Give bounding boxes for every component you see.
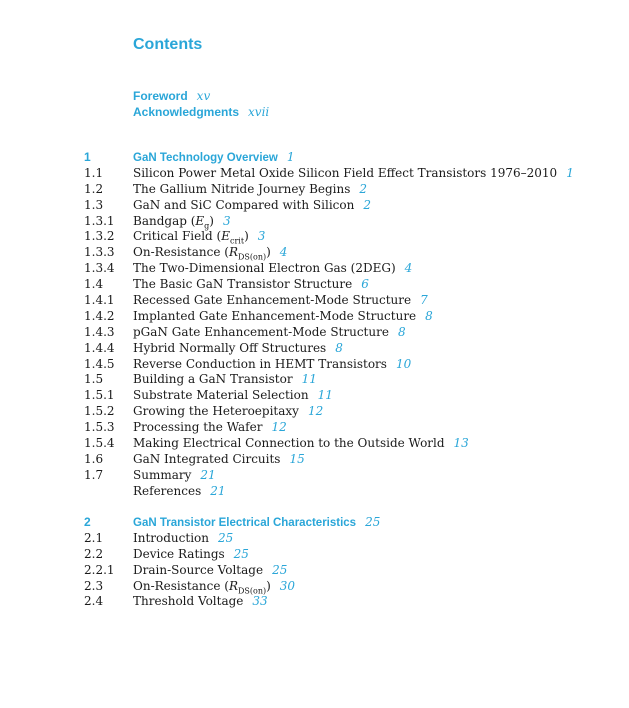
section-title [133, 198, 371, 214]
page-number: 10 [395, 356, 412, 371]
page-number: 8 [335, 340, 343, 355]
section-title-text: Silicon Power Metal Oxide Silicon Field Effect Transistors 1976–2010 [133, 165, 558, 180]
math-variable: E [195, 213, 205, 228]
page-number: 11 [301, 372, 317, 387]
page-number: 4 [279, 245, 288, 260]
page-number: 8 [397, 324, 406, 339]
section-title-text: References [133, 483, 202, 498]
page-number: 8 [425, 308, 433, 323]
section-title [133, 182, 367, 198]
section-number: 1.7 [84, 467, 104, 482]
section-number: 1.3.1 [84, 213, 115, 228]
section-title-suffix: ) [266, 578, 271, 593]
page-number: xv [196, 89, 211, 103]
section-number: 1.3.2 [84, 229, 115, 244]
page-number: 2 [363, 197, 371, 212]
section-number: 1.4 [84, 277, 104, 292]
section-title [133, 452, 305, 468]
section-title-text: Hybrid Normally Off Structures [133, 340, 327, 355]
page-number: 21 [210, 483, 226, 498]
section-title-text: Building a GaN Transistor [133, 372, 293, 387]
section-title [133, 404, 323, 420]
section-number: 1.5 [84, 372, 104, 387]
section-number: 1.3.3 [84, 245, 115, 260]
page-number: 12 [307, 404, 324, 419]
chapter-number: 2 [84, 515, 91, 529]
page-number: 3 [257, 229, 266, 244]
section-number: 1.1 [84, 165, 104, 180]
section-title [133, 166, 574, 182]
page-number: 7 [420, 293, 428, 308]
page-title: Contents [133, 36, 203, 53]
section-title [133, 420, 287, 436]
section-title-text: Recessed Gate Enhancement-Mode Structure [133, 293, 412, 308]
math-subscript: crit [230, 236, 245, 246]
page-number: 13 [453, 436, 469, 451]
section-title-text: On-Resistance ( [133, 578, 229, 593]
section-title [133, 229, 265, 245]
chapter-number: 1 [84, 150, 91, 164]
section-title [133, 484, 226, 500]
section-title [133, 214, 231, 230]
section-title-suffix: ) [244, 229, 249, 244]
section-title-text: Making Electrical Connection to the Outside World [133, 436, 445, 451]
section-number: 2.2.1 [84, 562, 115, 577]
section-title [133, 357, 411, 373]
page-number: 30 [279, 578, 296, 593]
math-subscript: DS(on) [237, 252, 267, 262]
section-title-text: pGaN Gate Enhancement-Mode Structure [133, 324, 389, 339]
section-number: 1.4.2 [84, 308, 115, 323]
section-number: 2.4 [84, 594, 104, 609]
front-matter-label: Foreword [133, 89, 188, 103]
section-title [133, 277, 369, 293]
page-number: 2 [359, 181, 368, 196]
section-title-text: Substrate Material Selection [133, 388, 309, 403]
front-matter-item[interactable] [133, 103, 269, 119]
section-title-text: Critical Field ( [133, 229, 222, 244]
section-number: 1.4.5 [84, 356, 115, 371]
chapter-title-text: GaN Transistor Electrical Characteristics [133, 517, 357, 529]
page-number: 12 [271, 420, 287, 435]
section-title [133, 531, 233, 547]
section-number: 1.5.3 [84, 420, 115, 435]
math-variable: R [228, 578, 238, 593]
section-number: 1.5.4 [84, 436, 115, 451]
page-number: 15 [289, 451, 305, 466]
chapter-title [133, 150, 295, 167]
section-title [133, 579, 295, 595]
section-title-text: GaN and SiC Compared with Silicon [133, 197, 355, 212]
section-title [133, 372, 317, 388]
page-number: 6 [361, 277, 369, 292]
section-number: 1.5.2 [84, 404, 115, 419]
section-title-text: The Gallium Nitride Journey Begins [133, 181, 351, 196]
front-matter-list [133, 87, 269, 119]
section-title-text: The Basic GaN Transistor Structure [133, 277, 353, 292]
page-number: 11 [317, 388, 333, 403]
section-title [133, 261, 412, 277]
section-title [133, 436, 469, 452]
section-title [133, 547, 249, 563]
chapter-title [133, 515, 380, 532]
page-number: 25 [218, 530, 234, 545]
section-title [133, 293, 428, 309]
section-title [133, 563, 287, 579]
page-number: 4 [404, 261, 413, 276]
section-title-text: GaN Integrated Circuits [133, 451, 281, 466]
page-number: 21 [200, 467, 216, 482]
section-number: 1.4.3 [84, 324, 115, 339]
section-title-text: Device Ratings [133, 546, 225, 561]
page-number: 33 [252, 594, 268, 609]
page-number: xvii [248, 105, 270, 119]
section-title [133, 468, 216, 484]
section-title [133, 245, 287, 261]
section-title-text: Reverse Conduction in HEMT Transistors [133, 356, 387, 371]
section-title-text: Drain-Source Voltage [133, 562, 264, 577]
page-number: 25 [365, 515, 381, 529]
section-number: 2.1 [84, 530, 104, 545]
section-number: 1.6 [84, 451, 104, 466]
section-title-text: Growing the Heteroepitaxy [133, 404, 299, 419]
math-subscript: DS(on) [237, 585, 267, 595]
math-variable: R [228, 245, 238, 260]
section-number: 1.2 [84, 181, 104, 196]
section-title [133, 341, 343, 357]
section-title [133, 325, 406, 341]
front-matter-item[interactable] [133, 87, 269, 103]
section-title-text: Bandgap ( [133, 213, 196, 228]
section-title-suffix: ) [209, 213, 214, 228]
section-title [133, 594, 268, 610]
section-title-text: The Two-Dimensional Electron Gas (2DEG) [133, 261, 396, 276]
section-number: 1.5.1 [84, 388, 115, 403]
section-title-text: Summary [133, 467, 192, 482]
section-number: 1.4.1 [84, 293, 115, 308]
page-number: 25 [272, 562, 288, 577]
math-variable: E [221, 229, 230, 244]
section-number: 1.3.4 [84, 261, 115, 276]
front-matter-label: Acknowledgments [133, 105, 240, 119]
section-number: 2.2 [84, 546, 104, 561]
section-title [133, 388, 333, 404]
page-number: 1 [566, 165, 574, 180]
section-number: 2.3 [84, 578, 104, 593]
section-title [133, 309, 433, 325]
section-number: 1.3 [84, 197, 104, 212]
section-title-text: On-Resistance ( [133, 245, 229, 260]
section-title-text: Implanted Gate Enhancement-Mode Structure [133, 308, 417, 323]
page-number: 1 [286, 150, 295, 164]
section-title-text: Processing the Wafer [133, 420, 263, 435]
section-number: 1.4.4 [84, 340, 115, 355]
section-title-text: Threshold Voltage [133, 594, 244, 609]
section-title-text: Introduction [133, 530, 209, 545]
math-subscript: g [204, 220, 210, 230]
page-number: 3 [222, 213, 231, 228]
section-title-suffix: ) [266, 245, 271, 260]
page-number: 25 [233, 546, 249, 561]
chapter-title-text: GaN Technology Overview [133, 152, 278, 164]
